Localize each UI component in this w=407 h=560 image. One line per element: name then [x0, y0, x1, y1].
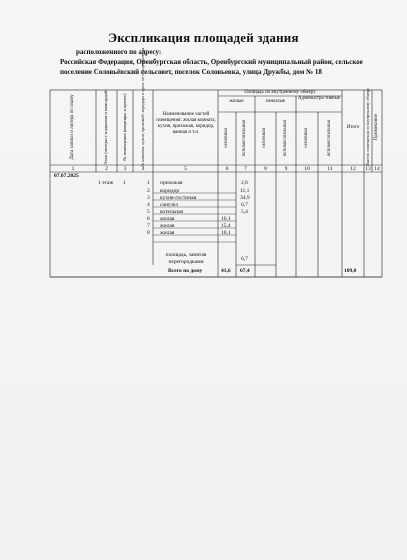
header-admin-basic: основная — [304, 128, 309, 148]
row-name: коридор — [160, 188, 180, 194]
row-name: кухня-гостиная — [160, 195, 197, 201]
col-number-8: 8 — [264, 166, 267, 172]
total-basic: 41,6 — [221, 268, 231, 274]
header-nonliving-aux: вспомогательная — [283, 120, 288, 156]
row-no: 1 — [147, 180, 150, 186]
row-aux: 11,1 — [240, 188, 250, 194]
room-number: 1 — [123, 180, 126, 186]
col-number-1: 1 — [71, 166, 75, 172]
header-nonliving-basic: основная — [262, 128, 267, 148]
col-number-6: 6 — [225, 166, 229, 172]
header-note: Примечание — [374, 113, 379, 141]
col-number-9: 9 — [284, 166, 288, 172]
row-no: 4 — [147, 202, 150, 208]
total-sum: 109,0 — [344, 268, 357, 274]
record-date: 07.07.2025 — [54, 173, 79, 179]
row-no: 6 — [147, 216, 150, 222]
row-name: жилая — [160, 230, 175, 236]
header-nonliving: нежилые — [265, 99, 286, 104]
header-area-group: Площадь по внутреннему обмеру — [244, 90, 316, 95]
address-label: расположенного по адресу: — [76, 48, 162, 56]
header-living-aux: вспомогательная — [242, 120, 247, 156]
col-number-7: 7 — [244, 166, 247, 172]
col-number-13: 13 — [365, 166, 371, 172]
row-no: 3 — [147, 195, 150, 201]
col-number-5: 5 — [184, 166, 187, 172]
col-number-10: 10 — [304, 166, 310, 172]
row-no: 7 — [147, 223, 150, 229]
header-room-no: № помещения (квартиры и прочее) — [122, 93, 127, 161]
col-number-12: 12 — [350, 166, 356, 172]
header-part-no: № комнаты, кухни, прихожей, коридора и проч. по плану строения — [140, 47, 145, 167]
header-living-basic: основная — [224, 128, 229, 148]
header-living: жилые — [229, 99, 244, 104]
row-basic: 10,1 — [221, 230, 231, 236]
header-name: Наименование частей помещения: жилая комната, кухня, прихожая, коридор, ванная и т.п. — [156, 112, 216, 135]
page-title: Экспликация площадей здания — [108, 30, 299, 45]
col-number-2: 2 — [105, 166, 108, 172]
floor-label: 1 этаж — [98, 180, 114, 186]
row-no: 8 — [147, 230, 150, 236]
row-no: 5 — [147, 209, 150, 215]
address-text: Российская Федерация, Оренбургская область, Оренбургский муниципальный район, сельское поселение Соловьёвский сельсовет, поселок Соловьевка, улица Дружбы, дом № 18 — [60, 58, 363, 76]
row-aux: 6,7 — [241, 202, 248, 208]
row-no: 2 — [147, 188, 150, 194]
header-admin: Администра-тивные — [298, 96, 340, 101]
row-name: жилая — [160, 216, 175, 222]
header-total: Итого — [346, 125, 360, 130]
col-number-11: 11 — [327, 166, 333, 172]
col-number-3: 3 — [123, 166, 127, 172]
col-number-14: 14 — [374, 166, 380, 172]
total-label: Всего по дому — [168, 268, 203, 274]
header-date: Дата записи и литера по плану — [70, 94, 75, 160]
header-floor: Этаж (литеры с подвалом и мансардой) — [103, 89, 108, 165]
row-name: жилая — [160, 223, 175, 229]
row-aux: 5,4 — [241, 209, 248, 215]
row-name: котельная — [160, 209, 184, 215]
row-basic: 16,1 — [221, 216, 231, 222]
row-aux: 2,6 — [241, 180, 248, 186]
row-basic: 15,4 — [221, 223, 231, 229]
total-aux: 67,4 — [240, 268, 250, 274]
row-name: прихожая — [160, 180, 183, 186]
header-admin-aux: вспомогательная — [327, 120, 332, 156]
row-aux: 34,9 — [240, 195, 250, 201]
partition-label: площадь, занятая перегородками — [165, 252, 207, 265]
partition-aux: 6,7 — [241, 256, 248, 262]
col-number-4: 4 — [141, 166, 145, 172]
row-name: санузел — [160, 202, 179, 208]
header-height: Высота помещения по внутреннему обмеру — [365, 87, 370, 167]
